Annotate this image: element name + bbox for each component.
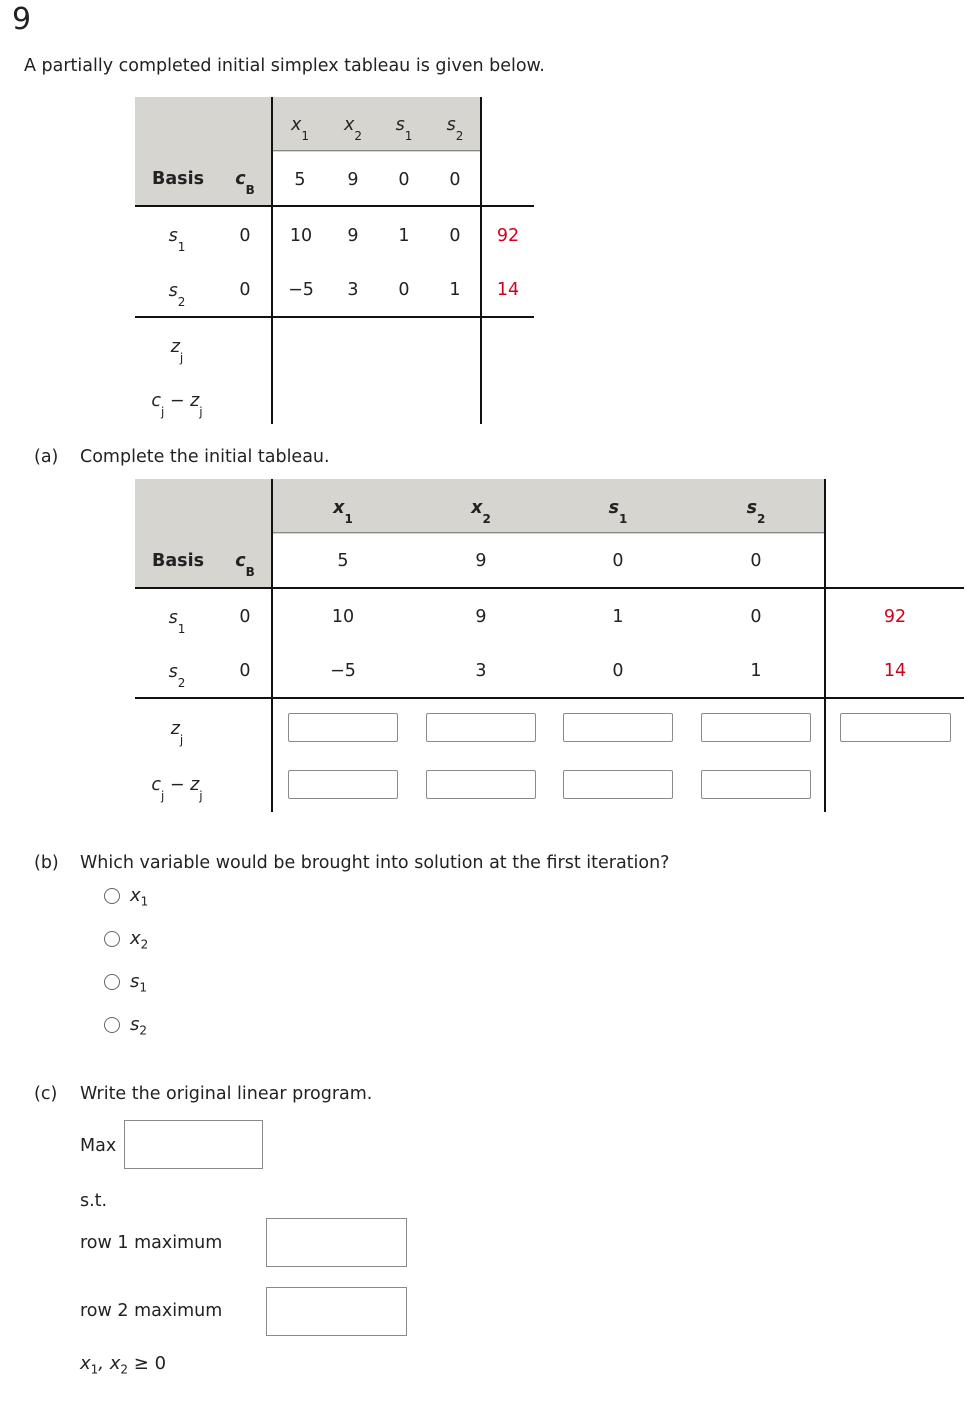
- t1-cj: 5: [294, 170, 306, 190]
- t1-row1-val: 10: [289, 226, 313, 246]
- cjzj-x1-input[interactable]: [288, 770, 398, 799]
- t2-row2-val: 3: [475, 661, 487, 681]
- t2-row1-rhs: 92: [883, 607, 907, 627]
- t1-row2-val: −5: [288, 280, 314, 300]
- t2-cj: 0: [750, 551, 762, 571]
- t1-row1-val: 0: [449, 226, 461, 246]
- t2-col-x1: $x_1$: [333, 498, 353, 526]
- t1-cj: 9: [347, 170, 359, 190]
- t2-row1-val: 0: [750, 607, 762, 627]
- t1-col-s1: $s_1$: [395, 115, 413, 143]
- question-number: 9: [12, 2, 32, 37]
- t1-row1-val: 9: [347, 226, 359, 246]
- cjzj-s1-input[interactable]: [563, 770, 673, 799]
- t1-zj-label: $z_j$: [170, 337, 184, 365]
- t2-row2-val: 0: [612, 661, 624, 681]
- option-s1-radio[interactable]: [104, 974, 120, 990]
- t1-cb-label: $c_B$: [235, 169, 255, 197]
- row1-constraint-input[interactable]: [266, 1218, 407, 1267]
- part-b-text: Which variable would be brought into solution at the first iteration?: [80, 853, 670, 873]
- objective-input[interactable]: [124, 1120, 263, 1169]
- t2-row2-cb: 0: [239, 661, 251, 681]
- t1-cjzj-label: $c_j - z_j$: [151, 391, 203, 419]
- part-c-letter: (c): [34, 1084, 58, 1104]
- row2-constraint-input[interactable]: [266, 1287, 407, 1336]
- intro-text: A partially completed initial simplex tableau is given below.: [24, 56, 545, 76]
- part-a-text: Complete the initial tableau.: [80, 447, 330, 467]
- t1-row2-rhs: 14: [496, 280, 520, 300]
- t1-col-x1: $x_1$: [291, 115, 309, 143]
- t1-row2-val: 0: [398, 280, 410, 300]
- t1-row2-cb: 0: [239, 280, 251, 300]
- zj-s2-input[interactable]: [701, 713, 811, 742]
- t1-basis-label: Basis: [152, 169, 204, 189]
- t2-col-x2: $x_2$: [471, 498, 491, 526]
- t1-cj: 0: [398, 170, 410, 190]
- st-label: s.t.: [80, 1191, 108, 1211]
- t1-col-x2: $x_2$: [344, 115, 362, 143]
- cjzj-s2-input[interactable]: [701, 770, 811, 799]
- t2-row1-basis: $s_1$: [168, 608, 186, 636]
- t2-col-s1: $s_1$: [608, 498, 628, 526]
- zj-s1-input[interactable]: [563, 713, 673, 742]
- t1-row1-cb: 0: [239, 226, 251, 246]
- t2-cj: 0: [612, 551, 624, 571]
- t1-row2-basis: $s_2$: [168, 281, 186, 309]
- zj-x1-input[interactable]: [288, 713, 398, 742]
- t1-row1-val: 1: [398, 226, 410, 246]
- t2-cjzj-label: $c_j - z_j$: [151, 775, 203, 803]
- t2-cj: 5: [337, 551, 349, 571]
- t2-row2-val: 1: [750, 661, 762, 681]
- zj-x2-input[interactable]: [426, 713, 536, 742]
- option-x2-radio[interactable]: [104, 931, 120, 947]
- t2-row1-val: 10: [331, 607, 355, 627]
- t2-cb-label: $c_B$: [235, 551, 255, 579]
- t2-row2-basis: $s_2$: [168, 662, 186, 690]
- t2-cj: 9: [475, 551, 487, 571]
- option-s1-label: $s_1$: [130, 971, 148, 995]
- t1-col-s2: $s_2$: [446, 115, 464, 143]
- part-a-letter: (a): [34, 447, 59, 467]
- t1-cj: 0: [449, 170, 461, 190]
- row1-label: row 1 maximum: [80, 1233, 223, 1253]
- t2-row1-val: 9: [475, 607, 487, 627]
- t2-row1-cb: 0: [239, 607, 251, 627]
- part-c-text: Write the original linear program.: [80, 1084, 373, 1104]
- max-label: Max: [80, 1136, 117, 1156]
- option-x1-label: $x_1$: [130, 885, 149, 909]
- t1-row2-val: 3: [347, 280, 359, 300]
- t2-zj-label: $z_j$: [170, 719, 184, 747]
- t2-col-s2: $s_2$: [746, 498, 766, 526]
- option-s2-label: $s_2$: [130, 1014, 148, 1038]
- zj-rhs-input[interactable]: [840, 713, 951, 742]
- t1-row1-basis: $s_1$: [168, 226, 186, 254]
- t1-row2-val: 1: [449, 280, 461, 300]
- option-s2-radio[interactable]: [104, 1017, 120, 1033]
- nonnegativity-constraint: $x_1$, $x_2 \ge 0$: [80, 1353, 167, 1377]
- option-x2-label: $x_2$: [130, 928, 149, 952]
- row2-label: row 2 maximum: [80, 1301, 223, 1321]
- t2-basis-label: Basis: [152, 551, 204, 571]
- t1-row1-rhs: 92: [496, 226, 520, 246]
- t2-row2-rhs: 14: [883, 661, 907, 681]
- option-x1-radio[interactable]: [104, 888, 120, 904]
- cjzj-x2-input[interactable]: [426, 770, 536, 799]
- part-b-letter: (b): [34, 853, 59, 873]
- t2-row1-val: 1: [612, 607, 624, 627]
- t2-row2-val: −5: [330, 661, 356, 681]
